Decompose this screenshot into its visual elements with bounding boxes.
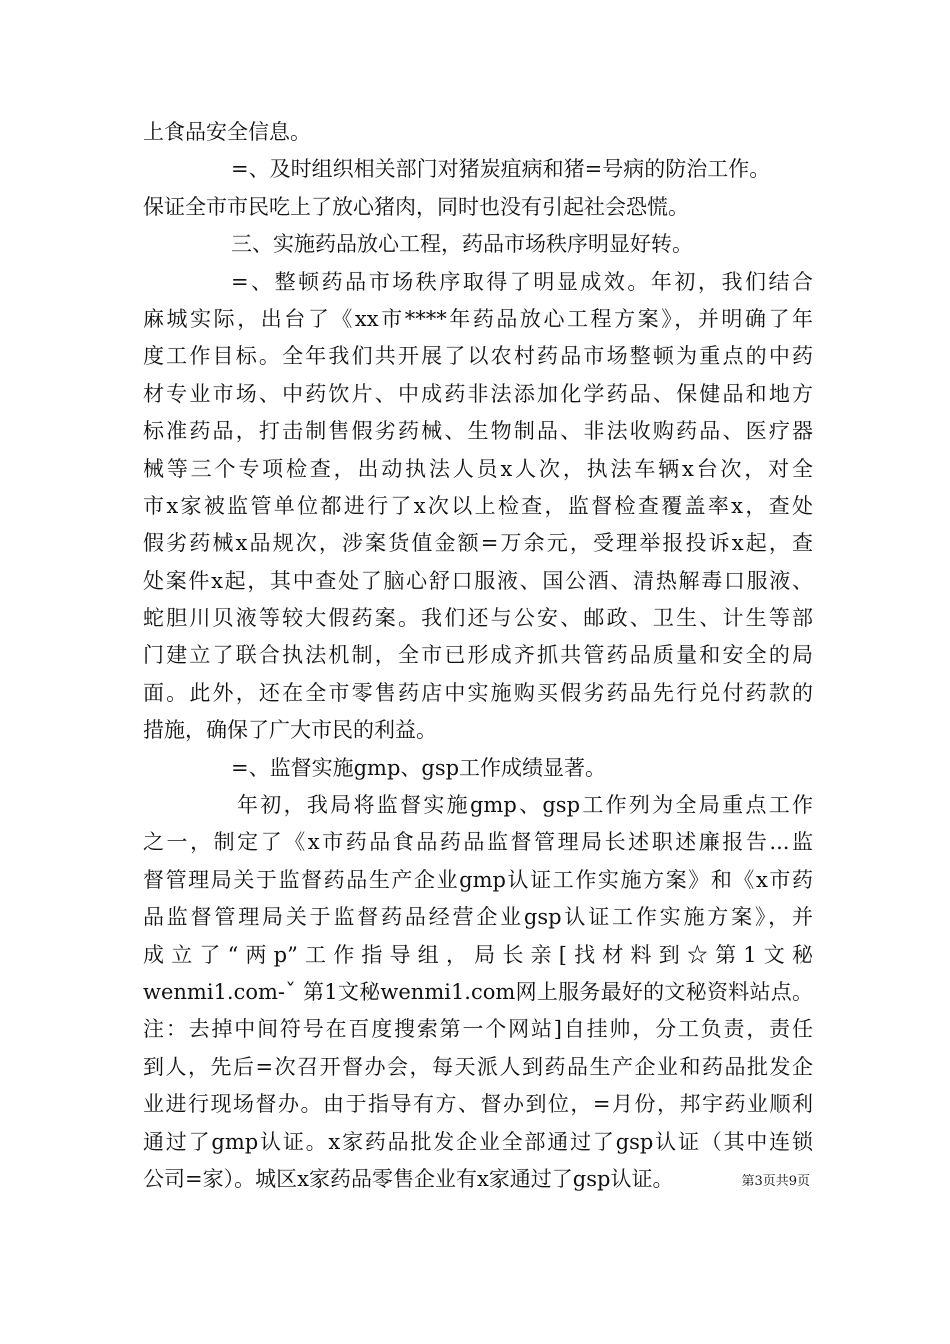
text-line: 蛇胆川贝液等较大假药案。我们还与公安、邮政、卫生、计生等部 [143, 606, 813, 631]
text-line: 督管理局关于监督药品生产企业gmp认证工作实施方案》和《x市药 [143, 867, 813, 892]
text-line: 注：去掉中间符号在百度搜索第一个网站]自挂帅，分工负责，责任 [143, 1017, 813, 1042]
text-line: 成立了“两p”工作指导组，局长亲[找材料到☆第1文秘 [143, 942, 813, 967]
text-line: 年初，我局将监督实施gmp、gsp工作列为全局重点工作 [237, 793, 813, 818]
text-line: 上食品安全信息。 [143, 120, 311, 144]
text-line: 市x家被监管单位都进行了x次以上检查，监督检查覆盖率x，查处 [143, 493, 813, 518]
text-line: 材专业市场、中药饮片、中成药非法添加化学药品、保健品和地方 [143, 381, 813, 406]
section-heading: 三、实施药品放心工程，药品市场秩序明显好转。 [231, 232, 693, 257]
text-line: 假劣药械x品规次，涉案货值金额=万余元，受理举报投诉x起，查 [143, 531, 813, 556]
text-line: 到人，先后=次召开督办会，每天派人到药品生产企业和药品批发企 [143, 1054, 813, 1079]
text-line: 业进行现场督办。由于指导有方、督办到位，=月份，邦宇药业顺利 [143, 1092, 813, 1117]
text-line: wenmi1.com-ˇ 第1文秘wenmi1.com网上服务最好的文秘资料站点。 [143, 979, 813, 1004]
text-line: 之一，制定了《x市药品食品药品监督管理局长述职述廉报告...监 [143, 830, 813, 855]
text-line: 麻城实际，出台了《xx市****年药品放心工程方案》，并明确了年 [143, 306, 813, 331]
body-text [143, 114, 813, 1198]
text-line: 公司=家）。城区x家药品零售企业有x家通过了gsp认证。 [143, 1166, 674, 1191]
page-number-footer: 第3页共9页 [741, 1174, 810, 1189]
text-line: 械等三个专项检查，出动执法人员x人次，执法车辆x台次，对全 [143, 456, 813, 481]
text-line: =、及时组织相关部门对猪炭疽病和猪=号病的防治工作。 [231, 157, 771, 182]
text-line: 保证全市市民吃上了放心猪肉，同时也没有引起社会恐慌。 [143, 194, 689, 219]
text-line: 措施，确保了广大市民的利益。 [143, 718, 437, 743]
section-heading: =、监督实施gmp、gsp工作成绩显著。 [231, 755, 607, 780]
text-line: 度工作目标。全年我们共开展了以农村药品市场整顿为重点的中药 [143, 344, 813, 369]
text-line: 通过了gmp认证。x家药品批发企业全部通过了gsp认证（其中连锁 [143, 1129, 813, 1154]
text-line: 处案件x起，其中查处了脑心舒口服液、国公酒、清热解毒口服液、 [143, 568, 813, 593]
text-line: 品监督管理局关于监督药品经营企业gsp认证工作实施方案》，并 [143, 905, 813, 930]
text-line: 门建立了联合执法机制，全市已形成齐抓共管药品质量和安全的局 [143, 643, 813, 668]
text-line: 面。此外，还在全市零售药店中实施购买假劣药品先行兑付药款的 [143, 680, 813, 705]
text-line: 标准药品，打击制售假劣药械、生物制品、非法收购药品、医疗器 [143, 419, 813, 444]
text-line: =、整顿药品市场秩序取得了明显成效。年初，我们结合 [231, 269, 813, 294]
